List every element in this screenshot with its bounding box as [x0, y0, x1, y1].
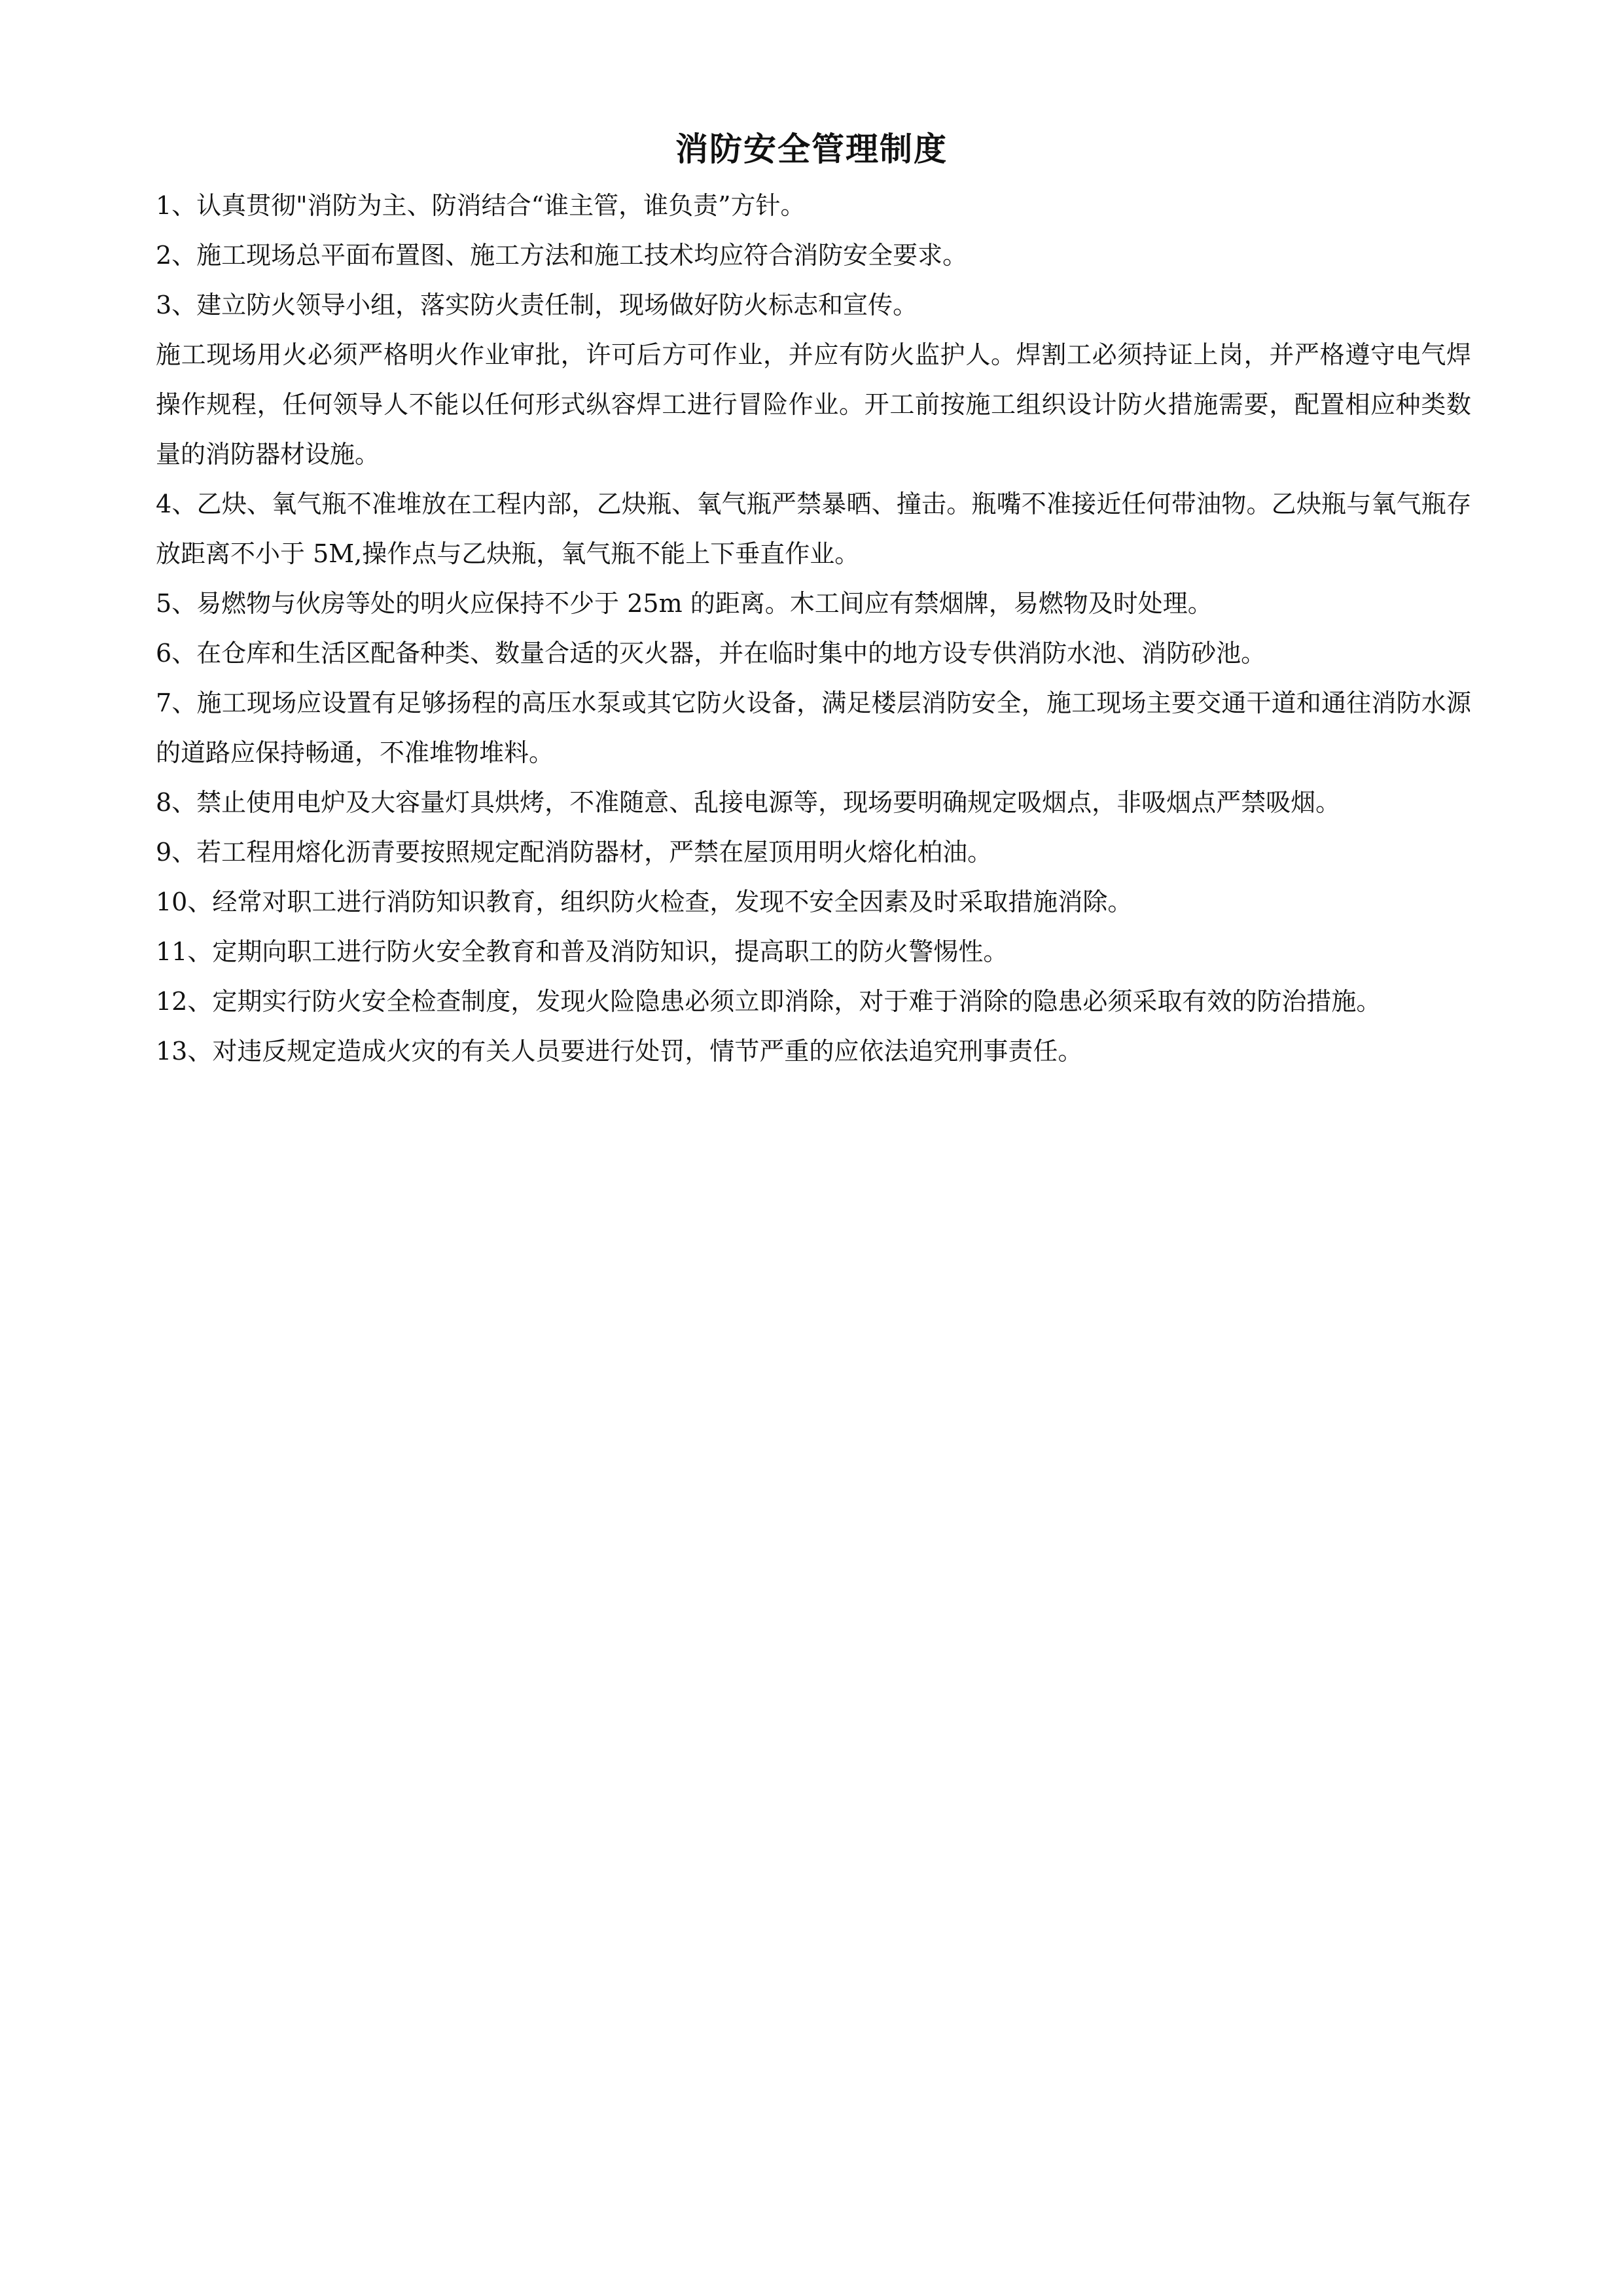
document-title: 消防安全管理制度	[675, 130, 948, 168]
paragraph-5: 5、易燃物与伙房等处的明火应保持不少于 25m 的距离。木工间应有禁烟牌，易燃物及时处理。	[156, 589, 1213, 618]
paragraph-12: 12、定期实行防火安全检查制度，发现火险隐患必须立即消除，对于难于消除的隐患必须采取有效的防治措施。	[156, 987, 1382, 1016]
paragraph-1: 1、认真贯彻"消防为主、防消结合“谁主管，谁负责”方针。	[156, 191, 806, 220]
paragraph-13: 13、对违反规定造成火灾的有关人员要进行处罚，情节严重的应依法追究刑事责任。	[156, 1037, 1083, 1066]
paragraph-fire-permit: 施工现场用火必须严格明火作业审批，许可后方可作业，并应有防火监护人。焊割工必须持证上岗，并严格遵守电气焊操作规程，任何领导人不能以任何形式纵容焊工进行冒险作业。开工前按施工组织设计防火措施需要，配置相应种类数量的消防器材设施。	[156, 340, 1471, 469]
paragraph-7: 7、施工现场应设置有足够扬程的高压水泵或其它防火设备，满足楼层消防安全，施工现场主要交通干道和通往消防水源的道路应保持畅通，不准堆物堆料。	[156, 689, 1471, 767]
paragraph-11: 11、定期向职工进行防火安全教育和普及消防知识，提高职工的防火警惕性。	[156, 937, 1008, 966]
paragraph-8: 8、禁止使用电炉及大容量灯具烘烤，不准随意、乱接电源等，现场要明确规定吸烟点，非吸烟点严禁吸烟。	[156, 788, 1341, 817]
paragraph-4: 4、乙炔、氧气瓶不准堆放在工程内部，乙炔瓶、氧气瓶严禁暴晒、撞击。瓶嘴不准接近任何带油物。乙炔瓶与氧气瓶存放距离不小于 5M,操作点与乙炔瓶，氧气瓶不能上下垂直作业。	[156, 490, 1471, 568]
document-body	[156, 181, 1471, 1076]
paragraph-3: 3、建立防火领导小组，落实防火责任制，现场做好防火标志和宣传。	[156, 291, 918, 319]
paragraph-9: 9、若工程用熔化沥青要按照规定配消防器材，严禁在屋顶用明火熔化柏油。	[156, 838, 993, 867]
paragraph-6: 6、在仓库和生活区配备种类、数量合适的灭火器，并在临时集中的地方设专供消防水池、消防砂池。	[156, 639, 1266, 668]
paragraph-10: 10、经常对职工进行消防知识教育，组织防火检查，发现不安全因素及时采取措施消除。	[156, 888, 1133, 916]
paragraph-2: 2、施工现场总平面布置图、施工方法和施工技术均应符合消防安全要求。	[156, 241, 968, 270]
